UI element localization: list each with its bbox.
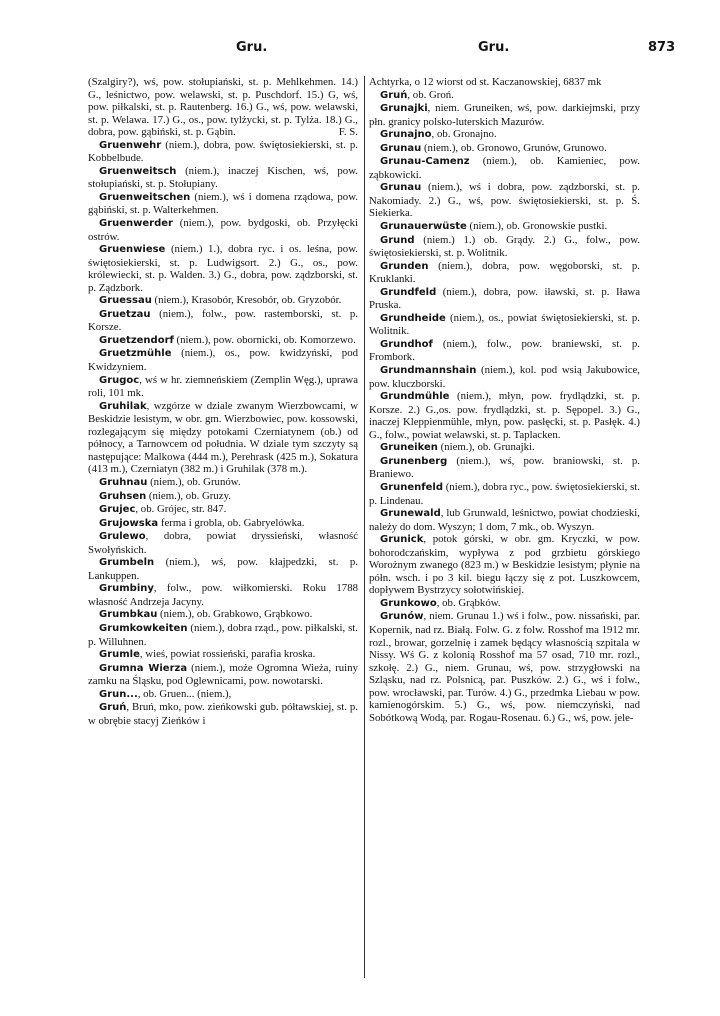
entry-headword: Grunau [380, 142, 422, 154]
entry-headword: Grun... [99, 688, 138, 700]
dictionary-entry [88, 374, 358, 400]
dictionary-entry [369, 102, 640, 128]
entry-headword: Grumbeln [99, 557, 155, 569]
entry-headword: Grunewald [380, 508, 441, 520]
dictionary-entry [369, 286, 640, 312]
entry-text: (niem.), dobra, pow. świętosiekierski, st. p. Kobbelbude. [88, 138, 358, 165]
right-running-head: Gru. [478, 40, 510, 55]
entry-headword: Grugoc [99, 374, 140, 386]
entry-headword: Gruenwehr [99, 139, 162, 151]
entry-headword: Grundmühle [380, 391, 450, 403]
entry-text: (niem.), os., powiat świętosiekierski, st. p. Wolitnik. [369, 311, 640, 338]
dictionary-entry [88, 294, 358, 308]
entry-text: , ob. Gruen... (niem.), [137, 687, 232, 700]
entry-text: (niem.), dobra, pow. węgoborski, st. p. Kruklanki. [369, 259, 640, 286]
dictionary-entry [88, 347, 358, 373]
entry-text: Achtyrka, o 12 wiorst od st. Kaczanowskiej, 6837 mk [369, 76, 602, 88]
dictionary-entry [88, 556, 358, 582]
dictionary-entry [369, 312, 640, 338]
entry-text: (niem.), kol. pod wsią Jakubowice, pow. kluczborski. [369, 364, 640, 390]
entry-text: , ob. Groń. [407, 88, 454, 101]
entry-text: (niem.), inaczej Kischen, wś, pow. stołupiański, st. p. Stołupiany. [88, 164, 358, 191]
entry-text: (niem.) 1.), dobra ryc. i os. leśna, pow. świętosiekierski, st. p. Ludwigsort. 2.) G., os., pow. królewiecki, st. p. Walden. 3.) G., dobra, pow. ządzborski, st. p. Ządzbork. [88, 243, 358, 294]
column-divider [364, 76, 365, 978]
dictionary-entry [369, 260, 640, 286]
entry-headword: Grunick [380, 534, 424, 546]
dictionary-entry [88, 648, 358, 662]
dictionary-entry [88, 243, 358, 294]
dictionary-entry [88, 517, 358, 531]
entry-headword: Grumbiny [99, 583, 154, 595]
entry-text: (niem.), dobra rząd., pow. piłkalski, st. p. Willuhnen. [88, 621, 358, 648]
entry-headword: Grundheide [380, 312, 446, 324]
entry-headword: Grunów [380, 611, 424, 623]
entry-text: , niem. Grunau 1.) wś i folw., pow. nissański, par. Kopernik, nad rz. Białą. Folw. G. z folw. Rosshof ma 1912 mr. rozl., browar, gorzelnię i zamek będący własnością szpitala w Nissy. Wś G. z kolonią Rosshof ma 57 osad, 710 mr. rozl., szkołę. 2.) G., niem. Grunau, wś, pow. strzygłowski na Szląsku, nad rz. Polsnicą, par. Puszków. 2.) G., wś i folw., pow. wrocławski, par. Turów. 4.) G., przedmka Liebau w pow. kamienogórskim. 5.) G., wś, pow. niemczyński, nad Sobótkową Wodą, par. Rogau-Rosenau. 6.) G., wś, pow. jele- [369, 610, 640, 724]
entry-headword: Grunajno [380, 129, 432, 141]
entry-headword: Grunenberg [380, 455, 448, 467]
left-column [88, 76, 358, 727]
dictionary-entry [369, 610, 640, 724]
dictionary-entry [369, 597, 640, 611]
entry-text: , folw., pow. wiłkomierski. Roku 1788 własność Andrzeja Jacyny. [88, 582, 358, 608]
entry-text: (niem.), folw., pow. rastemborski, st. p. Korsze. [88, 307, 358, 334]
dictionary-entry [88, 688, 358, 702]
dictionary-entry [88, 191, 358, 217]
dictionary-entry [369, 507, 640, 533]
entry-text: (niem.), pow. obornicki, ob. Komorzewo. [173, 333, 356, 346]
dictionary-entry [88, 608, 358, 622]
entry-headword: Gruenwiese [99, 244, 166, 256]
entry-headword: Grunenfeld [380, 481, 443, 493]
dictionary-entry [369, 364, 640, 390]
dictionary-entry [88, 217, 358, 243]
entry-text: , ob. Grójec, str. 847. [135, 503, 227, 516]
entry-headword: Gruhilak [99, 400, 147, 412]
dictionary-entry [88, 662, 358, 688]
dictionary-entry [88, 308, 358, 334]
entry-headword: Grumbkau [99, 609, 158, 621]
page-number: 873 [648, 40, 676, 55]
entry-headword: Gruenwerder [99, 218, 173, 230]
entry-headword: Grumkowkeiten [99, 622, 188, 634]
dictionary-entry [369, 481, 640, 507]
entry-headword: Grumna Wierza [99, 662, 188, 674]
entry-text: (niem.), dobra, pow. iławski, st. p. Iława Pruska. [369, 285, 640, 312]
entry-text: (niem.), może Ogromna Wieża, ruiny zamku na Śląsku, pod Oglewnicami, pow. nowotarski. [88, 661, 358, 688]
entry-text: , niem. Gruneiken, wś, pow. darkiejmski, przy płn. granicy polsko-luterskich Mazurów. [369, 102, 640, 128]
dictionary-entry [88, 476, 358, 490]
entry-headword: Grunau-Camenz [380, 156, 470, 168]
entry-headword: Grunajki [380, 103, 428, 115]
entry-headword: Gruneiken [380, 442, 438, 454]
entry-headword: Gruenweitschen [99, 191, 191, 203]
entry-text: (niem.), ob. Grunów. [147, 475, 241, 488]
dictionary-entry [369, 455, 640, 481]
entry-text: (niem.), os., pow. kwidzyński, pod Kwidzyniem. [88, 347, 358, 374]
entry-text: , wzgórze w dziale zwanym Wierzbowcami, w Beskidzie lesistym, w obr. gm. Wierzbowiec, pow. kossowski, rozlegającym się między potokami Czerniatynem (ob.) od północy, a Tarnowcem od południa. W dziale tym szczyty są następujące: Malkowa (444 m.), Perehrask (425 m.), Sokatura (413 m.), Czerniatyn (382 m.) i Gruhilak (378 m.). [88, 399, 358, 476]
dictionary-entry [369, 128, 640, 142]
entry-headword: Gruessau [99, 295, 152, 307]
entry-headword: Grujowska [99, 517, 159, 529]
dictionary-entry [88, 165, 358, 191]
entry-text: (niem.), wś, pow. kłajpedzki, st. p. Lankuppen. [88, 556, 358, 582]
entry-text: (Szalgiry?), wś, pow. stołupiański, st. p. Mehlkehmen. 14.) G., leśnictwo, pow. welawski, st. p. Puschdorf. 15.) G, wś, pow. piłkalski, st. p. Rautenberg. 16.) G., wś, pow. welawski, st. p. Welawa. 17.) G., os., pow. tylżycki, st. p. Tylża. 18.) G., dobra, pow. gąbiński, st. p. Gąbin. [88, 76, 358, 139]
running-header [0, 40, 720, 62]
entry-text: (niem.), pow. bydgoski, ob. Przyłęcki ostrów. [88, 217, 358, 243]
entry-headword: Grundhof [380, 338, 433, 350]
entry-text: (niem.) 1.) ob. Grądy. 2.) G., folw., pow. świętosiekierski, st. p. Wolitnik. [369, 233, 640, 260]
entry-text: , ob. Gronajno. [431, 128, 497, 141]
dictionary-entry [369, 155, 640, 181]
entry-text: (niem.), folw., pow. braniewski, st. p. Frombork. [369, 337, 640, 364]
dictionary-entry [369, 441, 640, 455]
entry-text: (niem.), wś i domena rządowa, pow. gąbiński, st. p. Walterkehmen. [88, 190, 358, 217]
entry-headword: Gruenweitsch [99, 165, 177, 177]
author-signature: F. S. [338, 126, 358, 139]
dictionary-entry [369, 76, 640, 89]
entry-headword: Gruń [99, 702, 127, 714]
entry-headword: Grulewo [99, 531, 146, 543]
entry-text: , Bruń, mko, pow. zieńkowski gub. półtawskiej, st. p. w obrębie stacyj Zieńków i [88, 701, 358, 727]
dictionary-entry [88, 334, 358, 348]
dictionary-entry [369, 533, 640, 597]
dictionary-entry [88, 503, 358, 517]
entry-text: , wieś, powiat rossieński, parafia kroska. [139, 648, 316, 661]
dictionary-entry [88, 622, 358, 648]
entry-headword: Grunau [380, 182, 422, 194]
dictionary-entry [369, 220, 640, 234]
entry-text: , wś w hr. ziemneńskiem (Zemplin Węg.), uprawa roli, 101 mk. [88, 373, 358, 400]
dictionary-entry [88, 582, 358, 608]
entry-text: (niem.), ob. Kamieniec, pow. ząbkowicki. [369, 155, 640, 181]
entry-headword: Gruń [380, 89, 408, 101]
entry-headword: Grumle [99, 649, 140, 661]
dictionary-entry [369, 181, 640, 220]
dictionary-entry [88, 530, 358, 556]
entry-headword: Grujec [99, 504, 136, 516]
entry-text: , lub Grunwald, leśnictwo, powiat chodzieski, należy do dom. Wyszyn; 1 dom, 7 mk., ob. Wyszyn. [369, 507, 640, 533]
entry-headword: Grundfeld [380, 286, 437, 298]
dictionary-entry [88, 400, 358, 476]
entry-text: (niem.), młyn, pow. frydlądzki, st. p. Korsze. 2.) G.,os. pow. frydlądzki, st. p. Sępopel. 3.) G., inaczej Kleppienmühle, młyn, pow. pasłęcki, st. p. Pasłęk. 4.) G., folw., powiat welawski, st. p. Taplacken. [369, 390, 640, 441]
entry-text: (niem.), wś, pow. braniowski, st. p. Braniewo. [369, 454, 640, 481]
entry-text: (niem.), ob. Gronowskie pustki. [466, 220, 608, 233]
entry-headword: Grunkowo [380, 597, 437, 609]
entry-text: , ob. Grąbków. [436, 596, 501, 609]
entry-text: ferma i grobla, ob. Gabryelówka. [158, 516, 305, 529]
entry-headword: Gruetzau [99, 308, 151, 320]
entry-headword: Gruetzmühle [99, 348, 172, 360]
entry-headword: Grundmannshain [380, 365, 477, 377]
dictionary-entry [88, 490, 358, 504]
entry-text: (niem.), ob. Gronowo, Grunów, Grunowo. [421, 141, 607, 154]
dictionary-entry [88, 76, 358, 139]
entry-headword: Grund [380, 234, 415, 246]
entry-text: , potok górski, w obr. gm. Kryczki, w pow. bohorodczańskim, wypływa z pod grzbietu górskiego Worożnym zwanego (823 m.) w Beskidzie lesistym; płynie na półn. wsch. i po 3 kil. biegu łączy się z pot. Luszkowcem, dopływem Bystrzycy sołotwińskiej. [369, 533, 640, 597]
left-running-head: Gru. [236, 40, 268, 55]
entry-headword: Grunden [380, 260, 429, 272]
dictionary-entry [369, 234, 640, 260]
dictionary-entry [88, 701, 358, 727]
entry-headword: Grunauerwüste [380, 221, 467, 233]
entry-text: , dobra, powiat dryssieński, własność Swołyńskich. [88, 530, 358, 556]
entry-text: (niem.), dobra ryc., pow. świętosiekierski, st. p. Lindenau. [369, 480, 640, 507]
entry-text: (niem.), ob. Grabkowo, Grąbkowo. [157, 608, 313, 621]
dictionary-entry [88, 139, 358, 165]
right-column [369, 76, 640, 724]
entry-text: (niem.), Krasobór, Kresobór, ob. Gryzobór. [151, 294, 342, 307]
entry-headword: Gruhnau [99, 476, 148, 488]
entry-headword: Gruetzendorf [99, 334, 174, 346]
entry-text: (niem.), ob. Grunajki. [437, 441, 535, 454]
dictionary-entry [369, 89, 640, 103]
entry-text: (niem.), ob. Gruzy. [146, 489, 231, 502]
dictionary-entry [369, 142, 640, 156]
entry-headword: Gruhsen [99, 490, 147, 502]
entry-text: (niem.), wś i dobra, pow. ządzborski, st. p. Nakomiady. 2.) G., wś, pow. świętosiekierski, st. p. Ś. Siekierka. [369, 181, 640, 220]
dictionary-entry [369, 338, 640, 364]
dictionary-entry [369, 390, 640, 441]
